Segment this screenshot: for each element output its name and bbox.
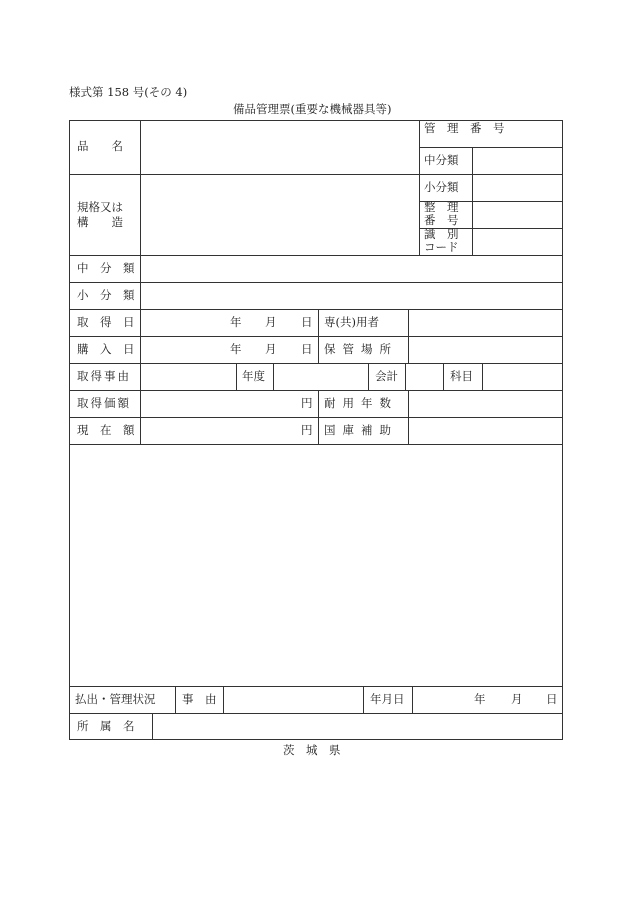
grid-line xyxy=(368,363,369,390)
grid-line xyxy=(405,363,406,390)
label-purchase-date: 購 入 日 xyxy=(77,342,135,356)
yen-unit: 円 xyxy=(301,396,313,410)
grid-line xyxy=(408,309,409,363)
label-spec-1: 規格又は xyxy=(77,200,123,214)
form-title: 備品管理票(重要な機械器具等) xyxy=(233,102,392,116)
label-useful-life: 耐用年数 xyxy=(324,396,398,410)
grid-line xyxy=(318,390,319,444)
label-date: 年月日 xyxy=(370,692,405,706)
grid-line xyxy=(69,255,563,256)
day-unit: 日 xyxy=(546,692,558,706)
grid-line xyxy=(69,363,563,364)
grid-line xyxy=(69,309,563,310)
label-user: 専(共)用者 xyxy=(324,315,379,329)
year-unit: 年 xyxy=(474,692,486,706)
grid-line xyxy=(69,417,563,418)
grid-line xyxy=(69,686,563,687)
grid-line xyxy=(318,309,319,363)
label-mgmt-no: 管 理 番 号 xyxy=(424,121,505,135)
label-storage: 保管場所 xyxy=(324,342,398,356)
label-shikibetsu-1: 識 別 xyxy=(424,227,459,241)
grid-line xyxy=(69,390,563,391)
label-mid-cat: 中 分 類 xyxy=(77,261,135,275)
label-disposal-status: 払出・管理状況 xyxy=(75,692,156,706)
label-current-amount: 現 在 額 xyxy=(77,423,135,437)
year-unit: 年 xyxy=(230,315,242,329)
label-spec-2: 構 造 xyxy=(77,215,123,229)
grid-line xyxy=(412,686,413,713)
label-fiscal-year: 年度 xyxy=(242,369,265,383)
label-shikibetsu-2: コード xyxy=(424,240,459,254)
grid-line xyxy=(419,120,420,255)
grid-line xyxy=(175,686,176,713)
grid-line xyxy=(223,686,224,713)
label-mid-cat-short: 中分類 xyxy=(424,153,459,167)
grid-line xyxy=(273,363,274,390)
day-unit: 日 xyxy=(301,342,313,356)
grid-line xyxy=(69,174,563,175)
grid-line xyxy=(140,120,141,444)
grid-line xyxy=(419,147,563,148)
label-seiri-1: 整 理 xyxy=(424,200,459,214)
grid-line xyxy=(69,713,563,714)
grid-line xyxy=(236,363,237,390)
label-acq-reason: 取得事由 xyxy=(77,369,131,383)
grid-line xyxy=(472,147,473,255)
label-acq-price: 取得価額 xyxy=(77,396,131,410)
grid-line xyxy=(69,336,563,337)
grid-line xyxy=(69,282,563,283)
grid-line xyxy=(408,390,409,444)
label-accounting: 会計 xyxy=(375,369,398,383)
blank-area xyxy=(70,445,562,685)
label-subsidy: 国庫補助 xyxy=(324,423,398,437)
form-number: 様式第 158 号(その 4) xyxy=(69,85,188,99)
grid-line xyxy=(482,363,483,390)
label-seiri-2: 番 号 xyxy=(424,213,459,227)
label-small-cat-short: 小分類 xyxy=(424,180,459,194)
grid-line xyxy=(443,363,444,390)
day-unit: 日 xyxy=(301,315,313,329)
month-unit: 月 xyxy=(265,315,277,329)
label-acq-date: 取 得 日 xyxy=(77,315,135,329)
month-unit: 月 xyxy=(511,692,523,706)
label-small-cat: 小 分 類 xyxy=(77,288,135,302)
yen-unit: 円 xyxy=(301,423,313,437)
label-subject: 科目 xyxy=(450,369,473,383)
label-affiliation: 所 属 名 xyxy=(77,719,135,733)
issuer: 茨 城 県 xyxy=(283,743,341,757)
label-reason: 事 由 xyxy=(182,692,217,706)
label-item-name: 品 名 xyxy=(77,139,123,153)
year-unit: 年 xyxy=(230,342,242,356)
month-unit: 月 xyxy=(265,342,277,356)
grid-line xyxy=(152,713,153,740)
grid-line xyxy=(363,686,364,713)
